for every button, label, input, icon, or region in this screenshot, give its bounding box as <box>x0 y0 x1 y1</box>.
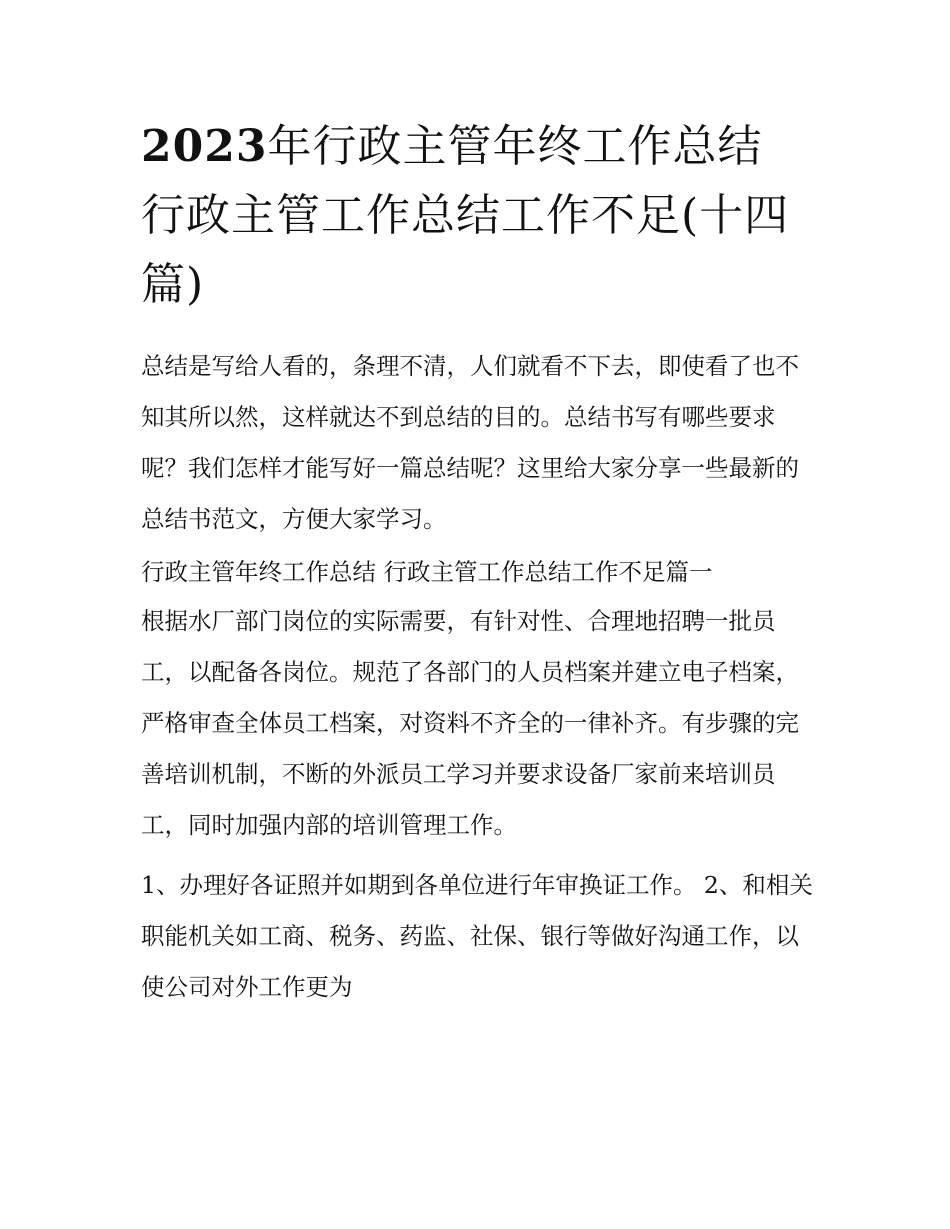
title-text: 年行政主管年终工作总结 行政主管工作总结工作不足(十四篇) <box>141 121 790 310</box>
document-body <box>141 112 817 1013</box>
body-paragraph-2: 1、办理好各证照并如期到各单位进行年审换证工作。 2、和相关职能机关如工商、税务、药监、社保、银行等做好沟通工作，以使公司对外工作更为 <box>141 871 813 1001</box>
section-heading: 行政主管年终工作总结 行政主管工作总结工作不足篇一 <box>141 558 713 586</box>
document-title <box>141 112 817 319</box>
intro-paragraph: 总结是写给人看的，条理不清，人们就看不下去，即使看了也不知其所以然，这样就达不到总结的目的。总结书写有哪些要求呢？我们怎样才能写好一篇总结呢？这里给大家分享一些最新的总结书范文，方便大家学习。 <box>141 352 799 533</box>
title-year: 2023 <box>141 121 268 172</box>
body-paragraph-1: 根据水厂部门岗位的实际需要，有针对性、合理地招聘一批员工，以配备各岗位。规范了各部门的人员档案并建立电子档案，严格审查全体员工档案，对资料不齐全的一律补齐。有步骤的完善培训机制，不断的外派员工学习并要求设备厂家前来培训员工，同时加强内部的培训管理工作。 <box>141 607 799 839</box>
